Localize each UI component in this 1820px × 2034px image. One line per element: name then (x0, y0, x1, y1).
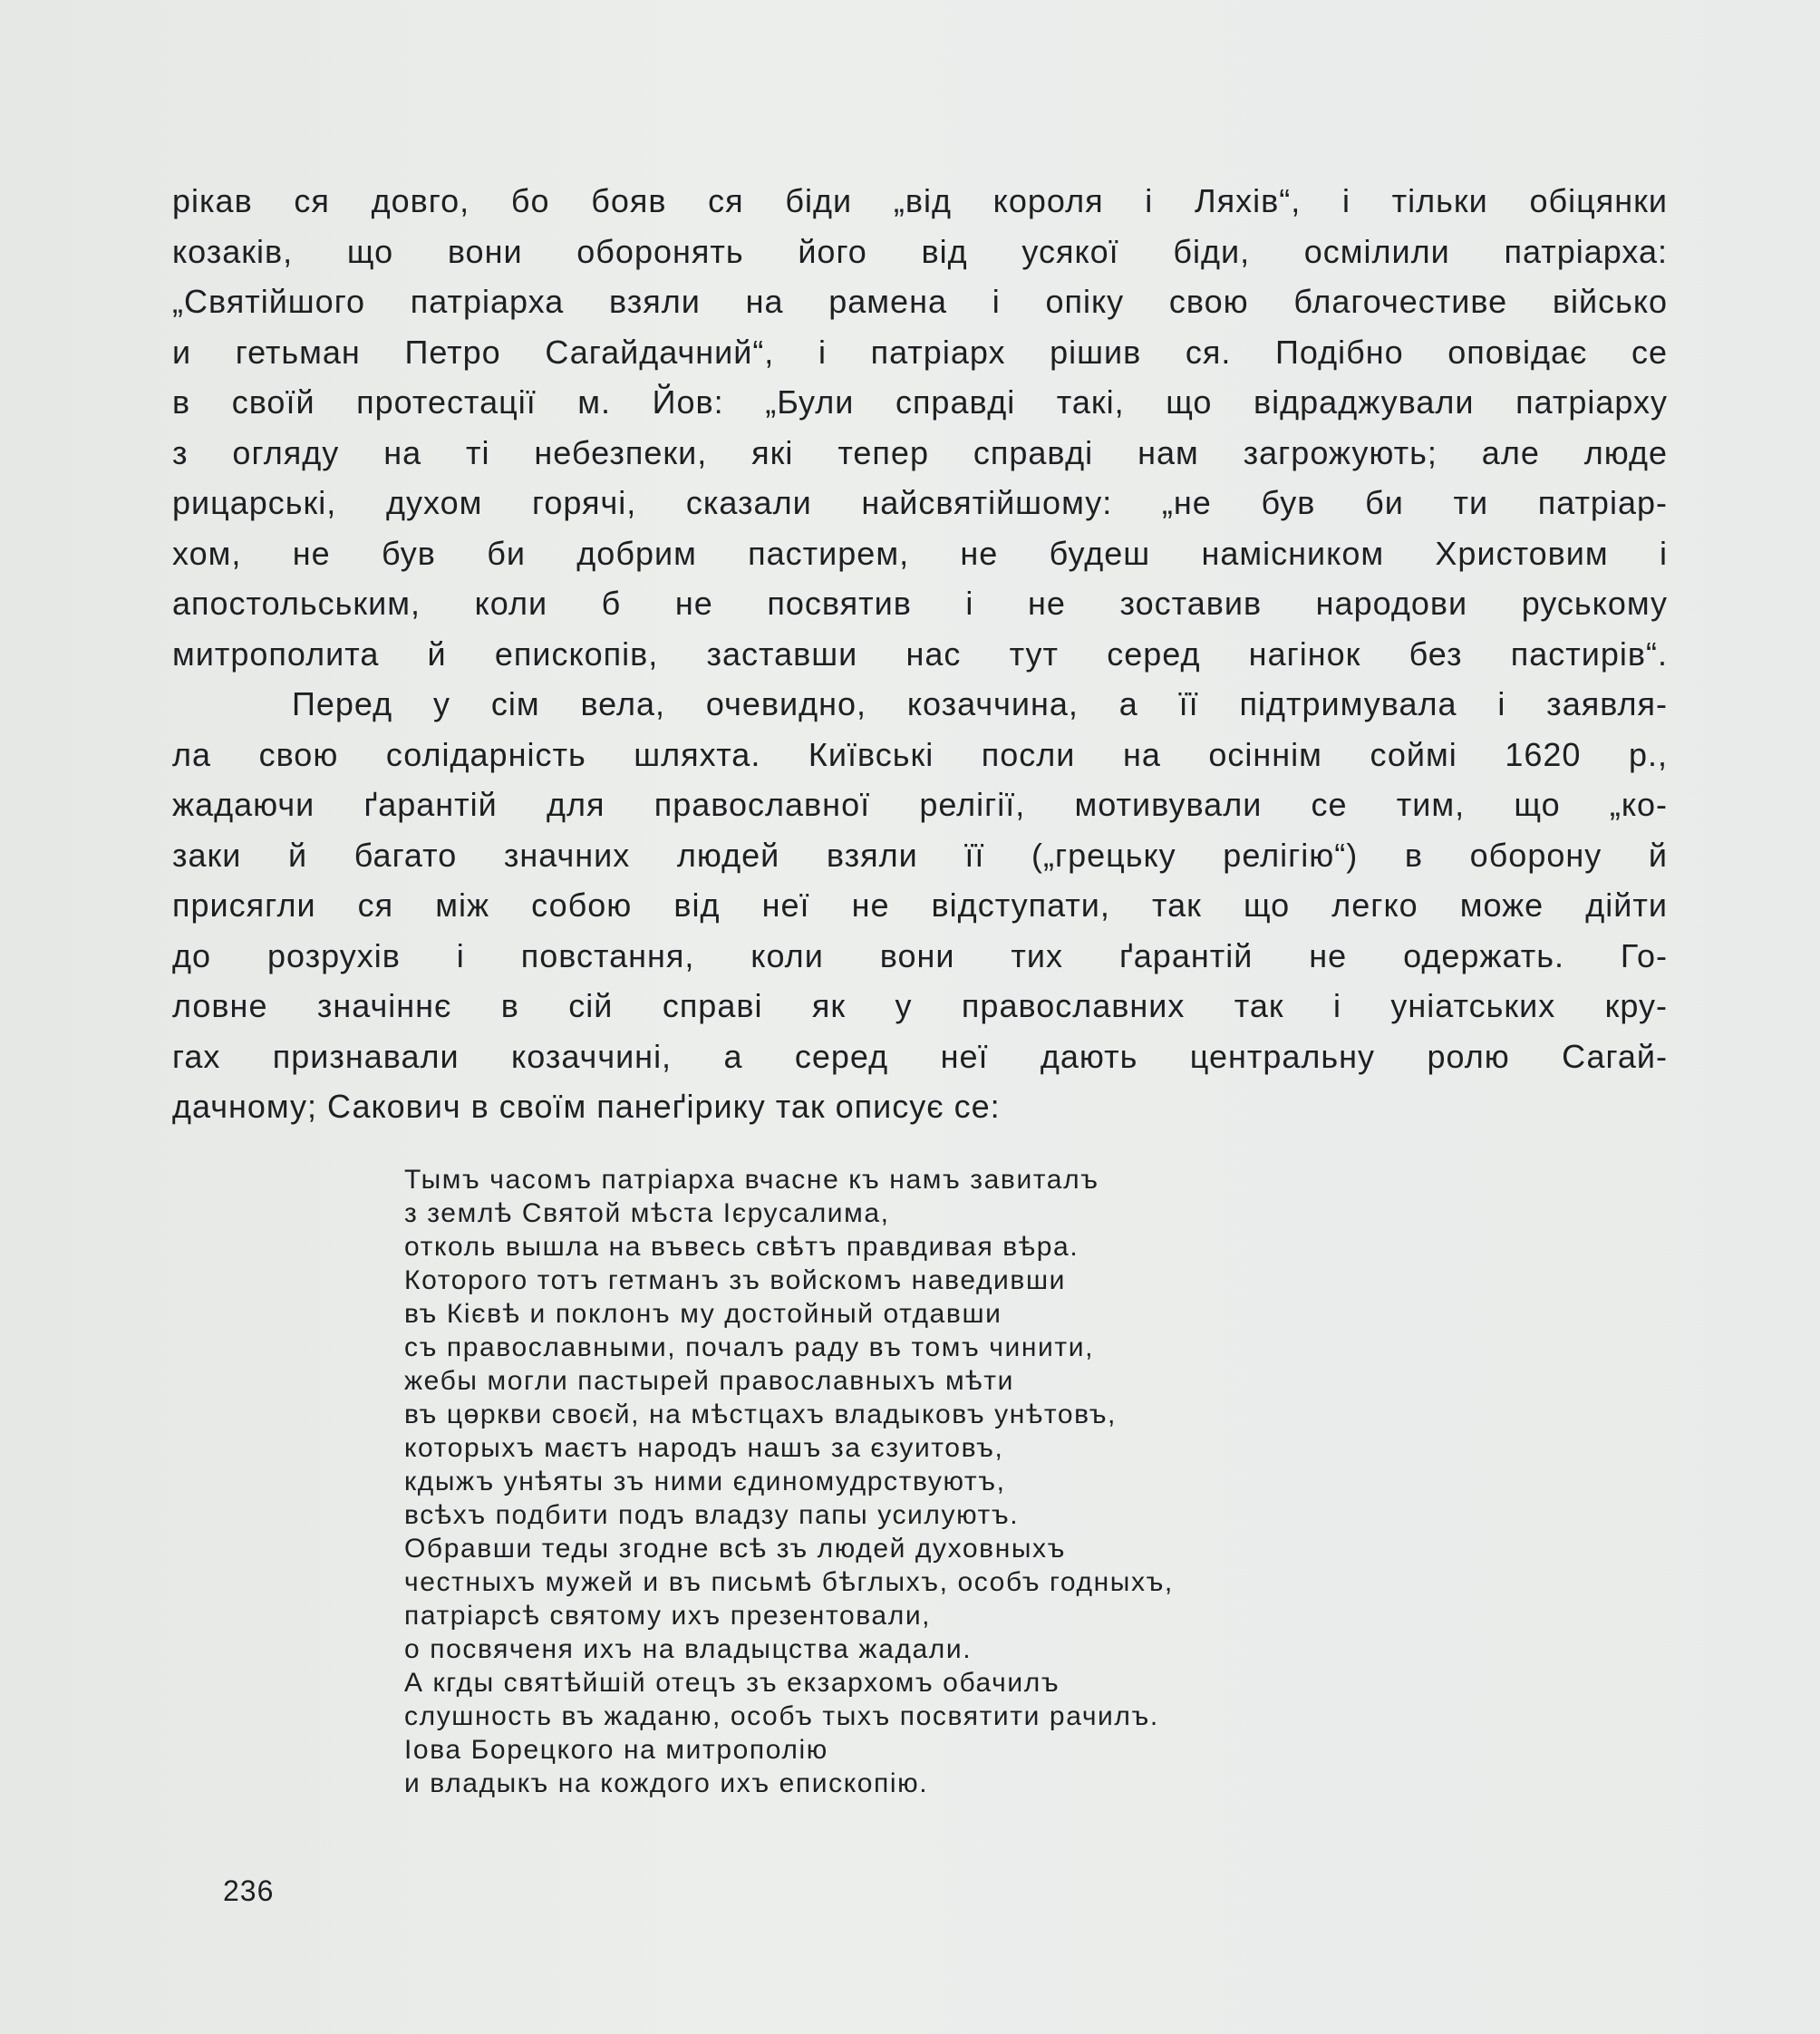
paragraph-2 (172, 679, 1668, 1132)
poem-line: въ цөркви своєй, на мѣстцахъ владыковъ унѣтовъ, (404, 1400, 1117, 1429)
poem-line: отколь вышла на въвесь свѣтъ правдивая вѣра. (404, 1232, 1079, 1262)
poem-line: слушность въ жаданю, особъ тыхъ посвятити рачилъ. (404, 1701, 1159, 1731)
text-line: Перед у сім вела, очевидно, козаччина, а її підтримувала і заявля- (292, 685, 1668, 722)
text-line: козаків, що вони оборонять його від усякої біди, осмілили патріарха: (172, 232, 1668, 270)
text-line: в своїй протестації м. Йов: „Були справді такі, що відраджували патріарху (172, 383, 1668, 421)
body-text (172, 176, 1668, 1132)
text-line: рицарські, духом горячі, сказали найсвятійшому: „не був би ти патріар- (172, 484, 1668, 521)
text-line: ловне значіннє в сій справі як у православних так і уніатських кру- (172, 987, 1668, 1024)
poem-line: и владыкъ на кождого ихъ епископію. (404, 1768, 929, 1798)
text-line: гах признавали козаччині, а серед неї дають центральну ролю Сагай- (172, 1037, 1668, 1075)
page-number: 236 (223, 1874, 275, 1907)
poem-line: Которого тотъ гетманъ зъ войскомъ наведивши (404, 1265, 1066, 1295)
poem-line: которыхъ маєтъ народъ нашъ за єзуитовъ, (404, 1433, 1004, 1463)
text-line: и гетьман Петро Сагайдачний“, і патріарх рішив ся. Подібно оповідає се (172, 333, 1668, 371)
text-line: жадаючи ґарантій для православної релігії, мотивували се тим, що „ко- (172, 786, 1668, 823)
poem-line: А кгды святѣйшій отецъ зъ екзархомъ обачилъ (404, 1668, 1060, 1698)
poem-line: жебы могли пастырей православныхъ мѣти (404, 1366, 1014, 1396)
paragraph-1 (172, 176, 1668, 679)
poem-line: Іова Борецкого на митрополію (404, 1735, 828, 1765)
poem-line: Тымъ часомъ патріарха вчасне къ намъ завиталъ (404, 1165, 1099, 1195)
poem-quotation (404, 1163, 1174, 1800)
poem-line: Обравши теды згодне всѣ зъ людей духовныхъ (404, 1534, 1066, 1564)
poem-line: кдыжъ унѣяты зъ ними єдиномудрствуютъ, (404, 1467, 1006, 1496)
poem-line: въ Кієвѣ и поклонъ му достойный отдавши (404, 1299, 1002, 1329)
text-line: присягли ся між собою від неї не відступати, так що легко може дійти (172, 886, 1668, 924)
poem-line: съ православными, почалъ раду въ томъ чинити, (404, 1332, 1095, 1362)
text-line: ла свою солідарність шляхта. Київські посли на осіннім соймі 1620 р., (172, 735, 1668, 773)
text-line: митрополита й епископів, заставши нас тут серед нагінок без пастирів“. (172, 634, 1668, 673)
text-line: дачному; Сакович в своїм панеґірику так описує се: (172, 1088, 1001, 1125)
text-line: „Святійшого патріарха взяли на рамена і опіку свою благочестиве військо (172, 283, 1668, 320)
text-line: рікав ся довго, бо бояв ся біди „від короля і Ляхів“, і тільки обіцянки (172, 182, 1668, 219)
text-line: з огляду на ті небезпеки, які тепер справді нам загрожують; але люде (172, 433, 1668, 471)
poem-line: з землѣ Святой мѣста Ієрусалима, (404, 1198, 890, 1228)
text-line: заки й багато значних людей взяли її („грецьку релігію“) в оборону й (172, 836, 1668, 874)
poem-line: честныхъ мужей и въ письмѣ бѣглыхъ, особъ годныхъ, (404, 1567, 1174, 1597)
text-line: до розрухів і повстання, коли вони тих ґарантій не одержать. Го- (172, 936, 1668, 974)
text-line: хом, не був би добрим пастирем, не будеш намісником Христовим і (172, 534, 1668, 572)
poem-line: всѣхъ подбити подъ владзу папы усилуютъ. (404, 1500, 1020, 1530)
poem-line: патріарсѣ святому ихъ презентовали, (404, 1601, 932, 1631)
poem-line: о посвяченя ихъ на владыцства жадали. (404, 1634, 973, 1664)
text-line: апостольським, коли б не посвятив і не зоставив народови руському (172, 585, 1668, 622)
